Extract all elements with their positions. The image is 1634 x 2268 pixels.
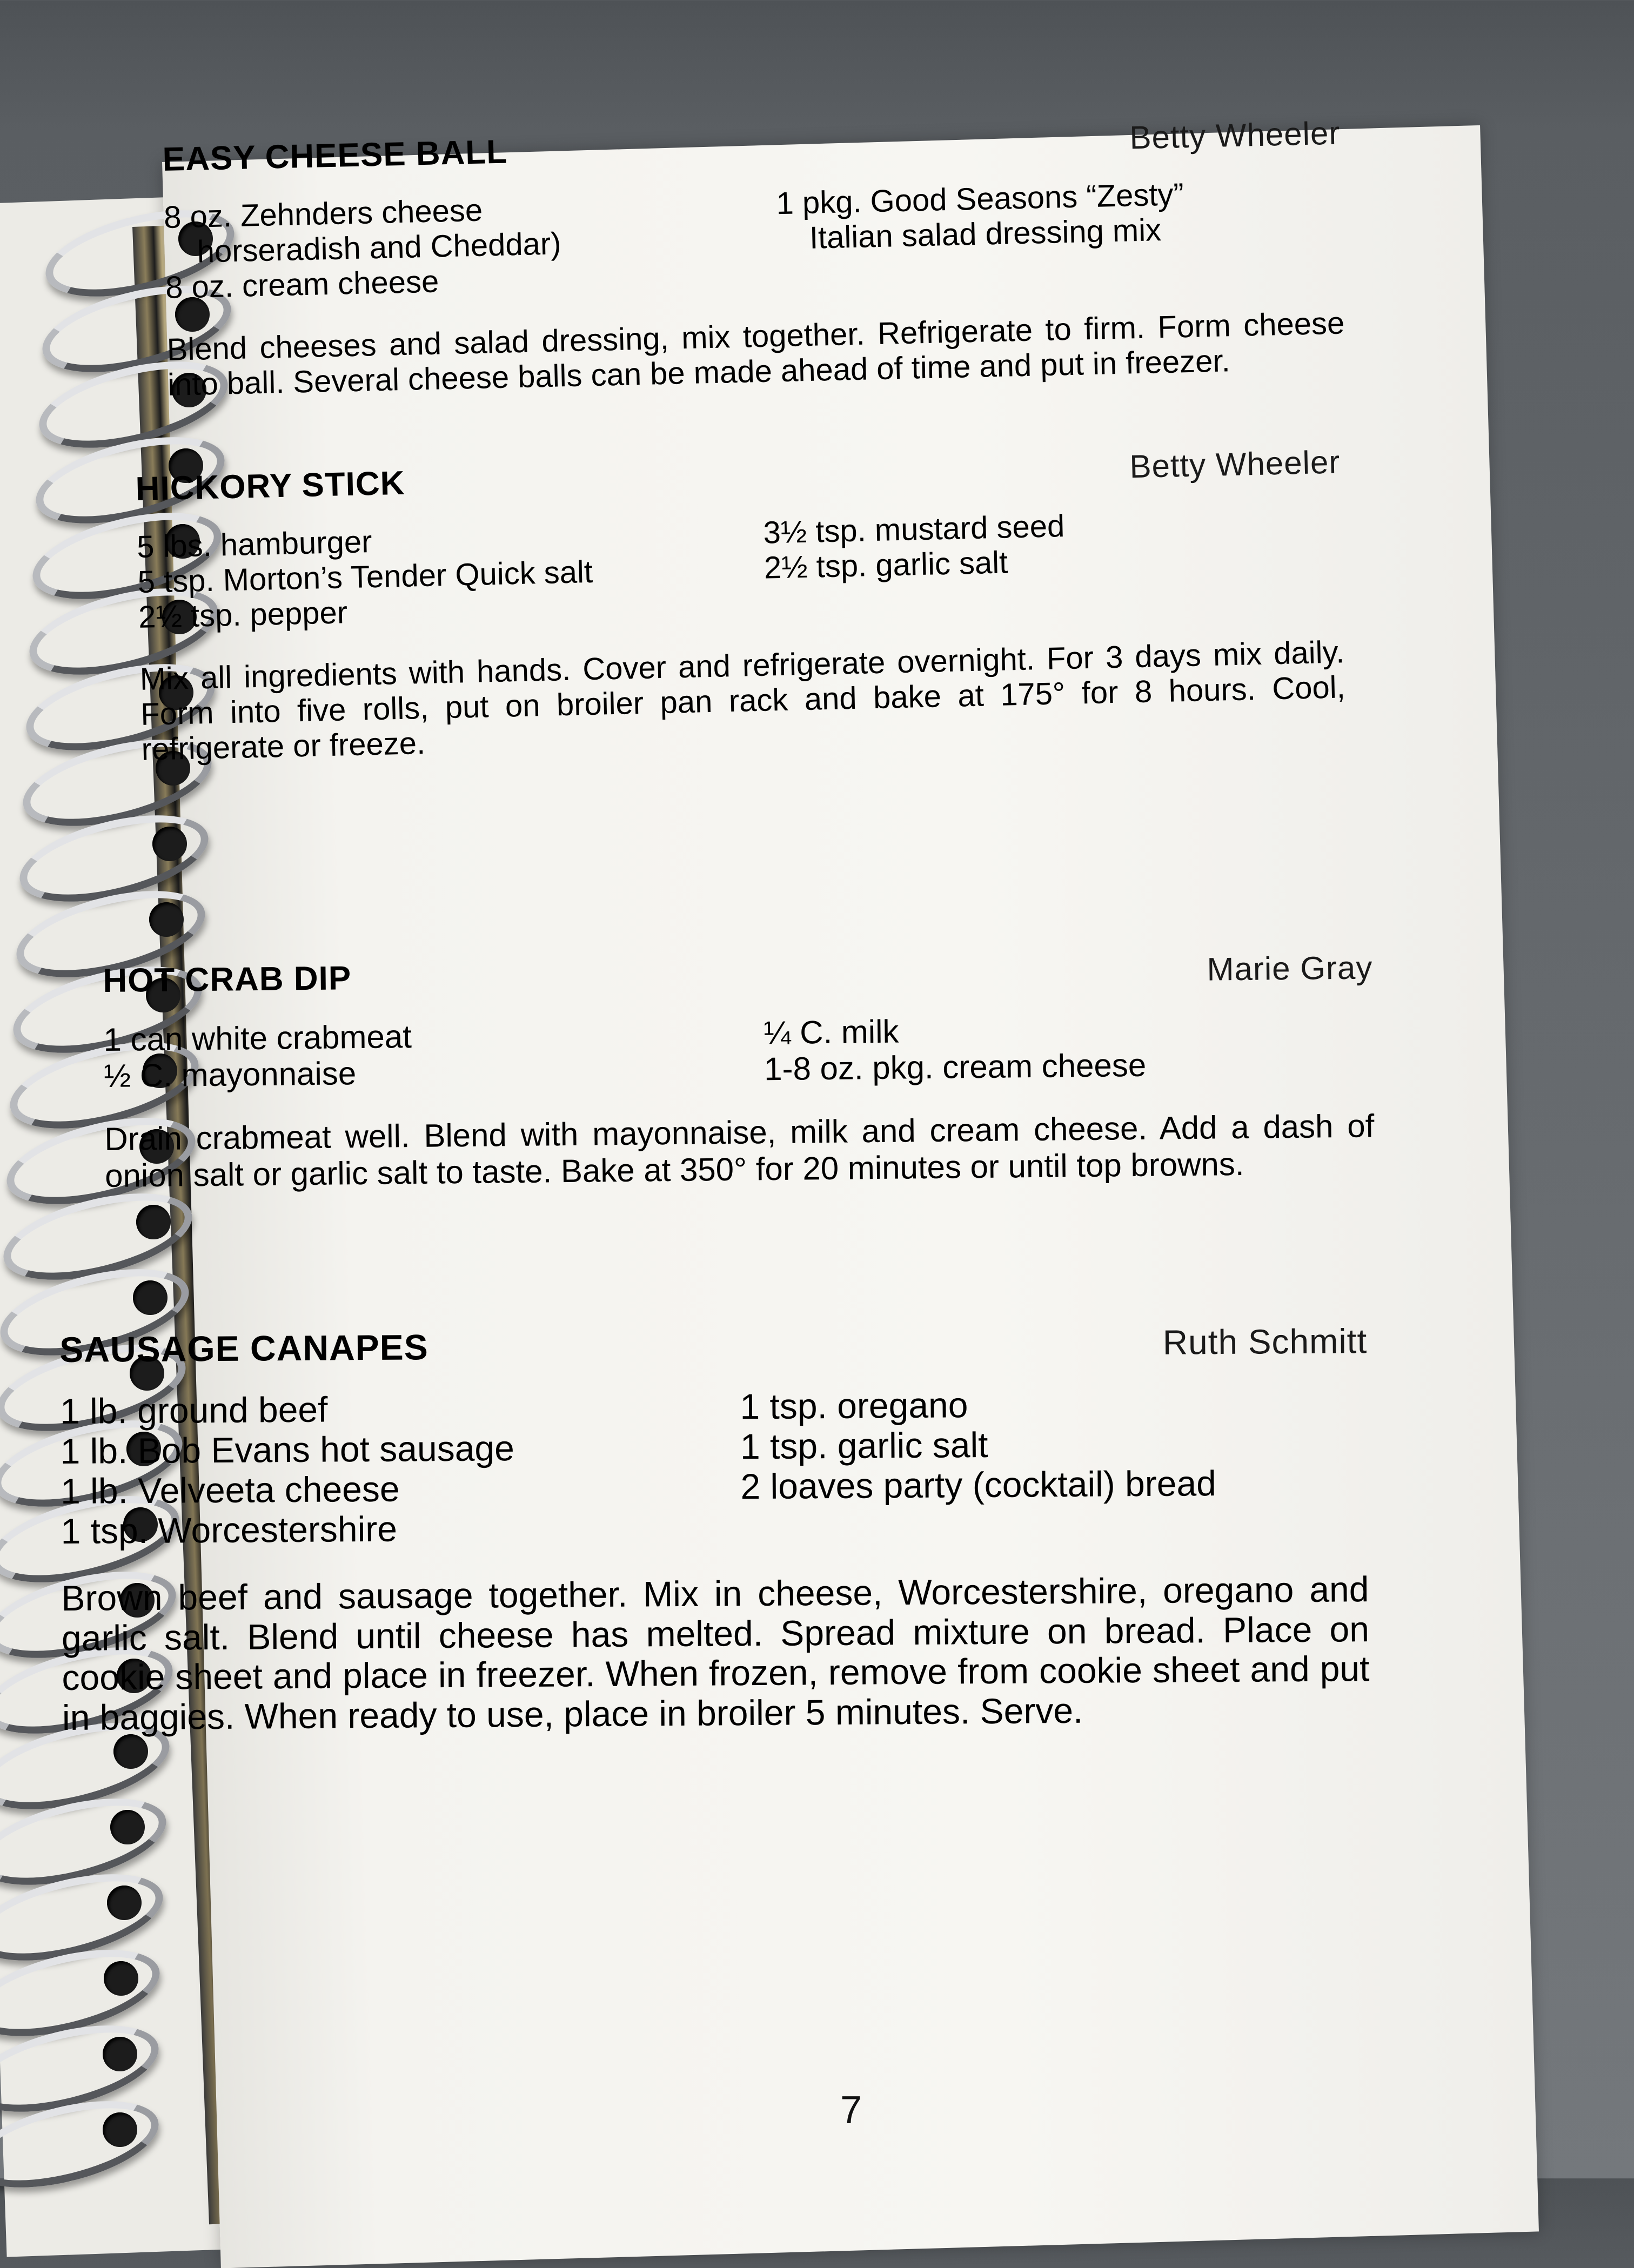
recipe-method: Drain crabmeat well. Blend with mayonnaise, milk and cream cheese. Add a dash of onion salt or garlic salt to taste. Bake at 350° for 20 minutes or until top browns. xyxy=(104,1108,1375,1194)
binding-hole xyxy=(133,1280,168,1315)
recipe-hot-crab-dip xyxy=(103,948,1375,1193)
recipe-hickory-stick xyxy=(135,442,1347,767)
ingredient: 1-8 oz. pkg. cream cheese xyxy=(764,1046,1147,1088)
binding-hole xyxy=(104,1961,138,1996)
ingredient: ½ C. mayonnaise xyxy=(103,1055,357,1095)
recipe-method: Brown beef and sausage together. Mix in cheese, Worcestershire, oregano and garlic salt. Blend until cheese has melted. Spread mixture on bread. Place on cookie sheet and place in freezer. When frozen, remove from cookie sheet and put in baggies. When ready to use, place in broiler 5 minutes. Serve. xyxy=(61,1568,1370,1738)
ingredient-column-right xyxy=(741,502,1344,621)
ingredient-column-left xyxy=(60,1387,689,1552)
ingredient: 5 tsp. Morton’s Tender Quick salt xyxy=(137,554,593,600)
recipe-author: Ruth Schmitt xyxy=(1162,1321,1368,1362)
binding-hole xyxy=(149,902,184,937)
recipe-method: Mix all ingredients with hands. Cover and refrigerate overnight. For 3 days mix daily. Form into five rolls, put on broiler pan rack and bake at 175° for 8 hours. Cool, refrigerate or freeze. xyxy=(139,634,1346,767)
ingredient-column-right xyxy=(742,1008,1374,1088)
recipe-title: EASY CHEESE BALL xyxy=(162,133,508,178)
binding-hole xyxy=(110,1810,145,1844)
binding-hole xyxy=(107,1885,142,1920)
ingredient: 1 can white crabmeat xyxy=(103,1018,412,1058)
binding-hole xyxy=(103,2037,137,2071)
recipe-title: SAUSAGE CANAPES xyxy=(59,1327,428,1370)
ingredient-list xyxy=(137,502,1344,635)
ingredient: 8 oz. Zehnders cheese xyxy=(163,192,483,235)
recipe-author: Betty Wheeler xyxy=(1129,115,1341,156)
ingredient: 1 tsp. garlic salt xyxy=(740,1424,988,1467)
ingredient: horseradish and Cheddar) xyxy=(196,226,562,270)
binding-hole xyxy=(103,2112,137,2147)
ingredient: 1 pkg. Good Seasons “Zesty” xyxy=(775,177,1184,222)
recipe-easy-cheese-ball xyxy=(162,114,1345,403)
ingredient: 2 loaves party (cocktail) bread xyxy=(740,1462,1217,1507)
ingredient: 1 tsp. Worcestershire xyxy=(61,1508,398,1551)
binding-hole xyxy=(152,827,187,861)
binding-hole xyxy=(113,1734,148,1769)
ingredient: 1 lb. ground beef xyxy=(59,1389,328,1431)
ingredient: 1 tsp. oregano xyxy=(740,1385,968,1427)
ingredient: 8 oz. cream cheese xyxy=(165,264,439,305)
recipe-title: HICKORY STICK xyxy=(135,464,406,508)
ingredient: 2½ tsp. pepper xyxy=(138,595,348,635)
ingredient-column-left xyxy=(103,1015,713,1094)
ingredient: 3½ tsp. mustard seed xyxy=(762,508,1065,551)
ingredient: Italian salad dressing mix xyxy=(809,212,1162,256)
recipe-method: Blend cheeses and salad dressing, mix together. Refrigerate to firm. Form cheese into ball. Several cheese balls can be made ahead of time and put in freezer. xyxy=(166,305,1345,402)
recipe-header xyxy=(59,1320,1367,1370)
ingredient-list xyxy=(60,1383,1369,1552)
ingredient-list xyxy=(103,1008,1374,1094)
page-number: 7 xyxy=(840,2089,862,2132)
recipe-header xyxy=(162,114,1341,179)
binding-hole xyxy=(136,1205,171,1239)
ingredient-column-left xyxy=(137,517,718,635)
recipe-author: Betty Wheeler xyxy=(1129,444,1341,485)
ingredient: ¼ C. milk xyxy=(764,1013,899,1051)
ingredient: 1 lb. Bob Evans hot sausage xyxy=(60,1428,515,1471)
recipe-author: Marie Gray xyxy=(1207,949,1373,988)
recipe-sausage-canapes xyxy=(59,1320,1370,1738)
ingredient-list xyxy=(164,174,1344,306)
ingredient: 5 lbs. hamburger xyxy=(136,524,373,565)
ingredient: 1 lb. Velveeta cheese xyxy=(60,1468,400,1511)
ingredient-column-right xyxy=(718,1383,1369,1547)
recipe-title: HOT CRAB DIP xyxy=(103,959,352,999)
ingredient-column-right xyxy=(754,174,1344,292)
ingredient-column-left xyxy=(164,187,732,306)
ingredient: 2½ tsp. garlic salt xyxy=(764,545,1008,586)
